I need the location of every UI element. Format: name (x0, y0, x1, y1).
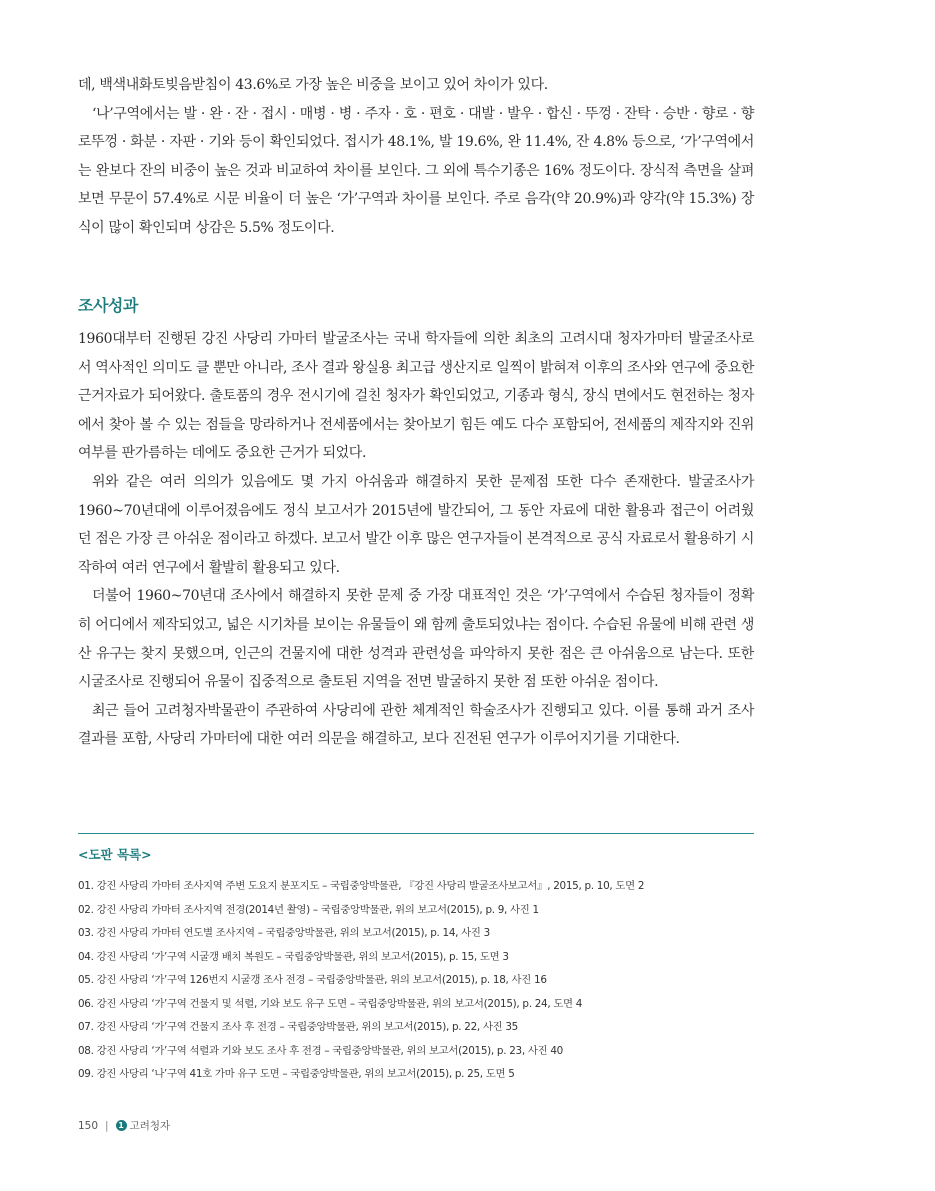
figure-list-item: 09. 강진 사당리 ‘나’구역 41호 가마 유구 도면 – 국립중앙박물관, 위의 보고서(2015), p. 25, 도면 5 (78, 1068, 515, 1080)
figure-list-item: 01. 강진 사당리 가마터 조사지역 주변 도요지 분포지도 – 국립중앙박물관, 『강진 사당리 발굴조사보고서』, 2015, p. 10, 도면 2 (78, 880, 645, 892)
chapter-title: 고려청자 (129, 1120, 171, 1132)
page-number: 150 (78, 1119, 99, 1132)
results-paragraph: 더불어 1960~70년대 조사에서 해결하지 못한 문제 중 가장 대표적인 것은 ‘가’구역에서 수습된 청자들이 정확히 어디에서 제작되었고, 넓은 시기차를 보이는 유물들이 왜 함께 출토되었냐는 점이다. 수습된 유물에 비해 관련 생산 유구는 찾지 못했으며, 인근의 건물지에 대한 성격과 관련성을 파악하지 못한 점은 큰 아쉬움으로 남는다. 또한 시굴조사로 진행되어 유물이 집중적으로 출토된 지역을 전면 발굴하지 못한 점 또한 아쉬운 점이다. (78, 588, 754, 691)
results-paragraph: 최근 들어 고려청자박물관이 주관하여 사당리에 관한 체계적인 학술조사가 진행되고 있다. 이를 통해 과거 조사 결과를 포함, 사당리 가마터에 대한 여러 의문을 해결하고, 보다 진전된 연구가 이루어지기를 기대한다. (78, 702, 754, 748)
figure-list (78, 875, 768, 1087)
intro-text-block (78, 71, 754, 243)
results-paragraph: 1960대부터 진행된 강진 사당리 가마터 발굴조사는 국내 학자들에 의한 최초의 고려시대 청자가마터 발굴조사로서 역사적인 의미도 클 뿐만 아니라, 조사 결과 왕실용 최고급 생산지로 일찍이 밝혀져 이후의 조사와 연구에 중요한 근거자료가 되어왔다. 출토품의 경우 전시기에 걸친 청자가 확인되었고, 기종과 형식, 장식 면에서도 현전하는 청자에서 찾아 볼 수 있는 점들을 망라하거나 전세품에서는 찾아보기 힘든 예도 다수 포함되어, 전세품의 제작지와 진위 여부를 판가름하는 데에도 중요한 근거가 되었다. (78, 331, 754, 462)
section-divider (78, 833, 754, 834)
figure-list-item: 03. 강진 사당리 가마터 연도별 조사지역 – 국립중앙박물관, 위의 보고서(2015), p. 14, 사진 3 (78, 927, 490, 939)
figure-list-item: 04. 강진 사당리 ‘가’구역 시굴갱 배치 복원도 – 국립중앙박물관, 위의 보고서(2015), p. 15, 도면 3 (78, 950, 509, 963)
results-text-block (78, 325, 754, 754)
figure-list-item: 02. 강진 사당리 가마터 조사지역 전경(2014년 촬영) – 국립중앙박물관, 위의 보고서(2015), p. 9, 사진 1 (78, 903, 539, 916)
intro-paragraph: ‘나’구역에서는 발 · 완 · 잔 · 접시 · 매병 · 병 · 주자 · 호 · 편호 · 대발 · 발우 · 합신 · 뚜껑 · 잔탁 · 승반 · 향로 · 향로뚜껑 · 화분 · 자판 · 기와 등이 확인되었다. 접시가 48.1%, 발 19.6%, 완 11.4%, 잔 4.8% 등으로, ‘가’구역에서는 완보다 잔의 비중이 높은 것과 비교하여 차이를 보인다. 그 외에 특수기종은 16% 정도이다. 장식적 측면을 살펴보면 무문이 57.4%로 시문 비율이 더 높은 ‘가’구역과 차이를 보인다. 주로 음각(약 20.9%)과 양각(약 15.3%) 장식이 많이 확인되며 상감은 5.5% 정도이다. (78, 105, 754, 236)
figure-list-item: 07. 강진 사당리 ‘가’구역 건물지 조사 후 전경 – 국립중앙박물관, 위의 보고서(2015), p. 22, 사진 35 (78, 1021, 518, 1033)
results-paragraph: 위와 같은 여러 의의가 있음에도 몇 가지 아쉬움과 해결하지 못한 문제점 또한 다수 존재한다. 발굴조사가 1960~70년대에 이루어졌음에도 정식 보고서가 2015년에 발간되어, 그 동안 자료에 대한 활용과 접근이 어려웠던 점은 가장 큰 아쉬운 점이라고 하겠다. 보고서 발간 이후 많은 연구자들이 본격적으로 공식 자료로서 활용하기 시작하여 여러 연구에서 활발히 활용되고 있다. (78, 473, 754, 576)
chapter-number-badge: 1 (116, 1120, 127, 1131)
page-footer (78, 1118, 170, 1133)
intro-paragraph: 데, 백색내화토빚음받침이 43.6%로 가장 높은 비중을 보이고 있어 차이가 있다. (78, 77, 548, 93)
figure-list-item: 05. 강진 사당리 ‘가’구역 126번지 시굴갱 조사 전경 – 국립중앙박물관, 위의 보고서(2015), p. 18, 사진 16 (78, 974, 547, 986)
figure-list-item: 06. 강진 사당리 ‘가’구역 건물지 및 석렬, 기와 보도 유구 도면 – 국립중앙박물관, 위의 보고서(2015), p. 24, 도면 4 (78, 997, 583, 1010)
figure-list-title: <도판 목록> (78, 847, 152, 862)
figure-list-item: 08. 강진 사당리 ‘가’구역 석렬과 기와 보도 조사 후 전경 – 국립중앙박물관, 위의 보고서(2015), p. 23, 사진 40 (78, 1044, 563, 1057)
section-title: 조사성과 (78, 296, 138, 315)
footer-separator: | (105, 1119, 109, 1132)
